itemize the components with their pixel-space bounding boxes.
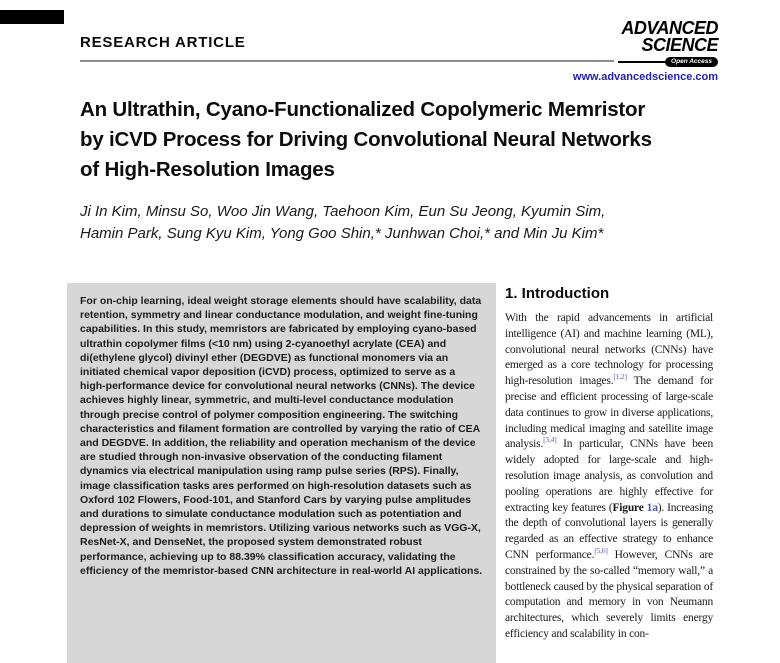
citation-link[interactable]: [5,6]: [594, 546, 608, 556]
section-label: RESEARCH ARTICLE: [80, 34, 246, 51]
introduction-column: [505, 285, 713, 643]
text-segment: ). Increasing the depth of convolutional layers is generally regarded as an effective strategy to enhance CNN performance.: [505, 501, 714, 561]
citation-link[interactable]: [1,2]: [613, 372, 627, 382]
abstract-text: For on-chip learning, ideal weight storage elements should have scalability, data retention, symmetry and linear conductance modulation, and weight fine-tuning capabilities. In this study, memristors are fabricated by employing cyano-based ultrathin copolymer films (<10 nm) using 2-cyanoethyl acrylate (CEA) and di(ethylene glycol) divinyl ether (DEGDVE) as functional monomers via an initiated chemical vapor deposition (iCVD) process, optimized to serve as a high-performance device for convolutional neural networks (CNNs). The device achieves highly linear, symmetric, and multi-level conductance modulation through precise control of polymer composition engineering. The switching characteristics and filament formation are controlled by varying the ratio of CEA and DEGDVE. In addition, the reliability and operation mechanism of the device are studied through non-invasive observation of the conducting filament dynamics via electrical manipulation using ramp pulse series (RPS). Finally, image classification tasks ares performed on high-resolution datasets such as Oxford 102 Flowers, Food-101, and Stanford Cars by varying pulse amplitudes and durations to simulate conductance modulation such as potentiation and depression of weights in memristors. Utilizing various networks such as VGG-X, ResNet-X, and DenseNet, the proposed system demonstrated robust performance, achieving up to 88.39% classification accuracy, validating the efficiency of the memristor-based CNN architecture in real-world AI applications.: [80, 295, 483, 577]
author-list-line: Ji In Kim, Minsu So, Woo Jin Wang, Taehoon Kim, Eun Su Jeong, Kyumin Sim,: [80, 203, 606, 220]
introduction-paragraph: [505, 311, 713, 643]
text-segment: Figure: [612, 501, 644, 514]
text-segment: With the rapid advancements in artificial intelligence (AI) and machine learning (ML), convolutional neural networks (CNNs) have emerged as a core technology for processing high-resolution images.: [505, 312, 713, 388]
page-edge-mark: [0, 10, 64, 24]
open-access-badge: Open Access: [665, 57, 718, 67]
article-title-line: of High-Resolution Images: [80, 158, 335, 181]
journal-logo-line2: SCIENCE: [641, 35, 718, 55]
figure-link[interactable]: 1a: [643, 501, 658, 514]
article-title-line: by iCVD Process for Driving Convolutional Neural Networks: [80, 128, 652, 151]
logo-underline-row: [618, 57, 718, 67]
text-segment: However, CNNs are constrained by the so-called “memory wall,” a bottleneck caused by the physical separation of computation and memory in von Neumann architectures, which severely limits energy efficiency and scalability in con-: [505, 548, 713, 640]
author-list: [80, 201, 740, 245]
article-title-line: An Ultrathin, Cyano-Functionalized Copolymeric Memristor: [80, 98, 646, 121]
header-divider: [80, 60, 614, 62]
journal-website-link[interactable]: www.advancedscience.com: [572, 71, 718, 83]
journal-logo-line1: ADVANCED: [621, 18, 718, 38]
abstract-box: [67, 283, 496, 663]
article-title: [80, 95, 740, 185]
author-list-line: Hamin Park, Sung Kyu Kim, Yong Goo Shin,* Junhwan Choi,* and Min Ju Kim*: [80, 225, 604, 242]
text-segment: The demand for precise and efficient processing of large-scale data continues to grow in diverse applications, including medical imaging and satellite image analysis.: [505, 375, 713, 451]
citation-link[interactable]: [3,4]: [543, 435, 557, 445]
introduction-heading: 1. Introduction: [505, 285, 610, 302]
journal-logo: [558, 20, 718, 83]
text-segment: In particular, CNNs have been widely adopted for large-scale and high-resolution image analysis, as convolution and pooling operations are highly effective for extracting key features (: [505, 438, 713, 514]
